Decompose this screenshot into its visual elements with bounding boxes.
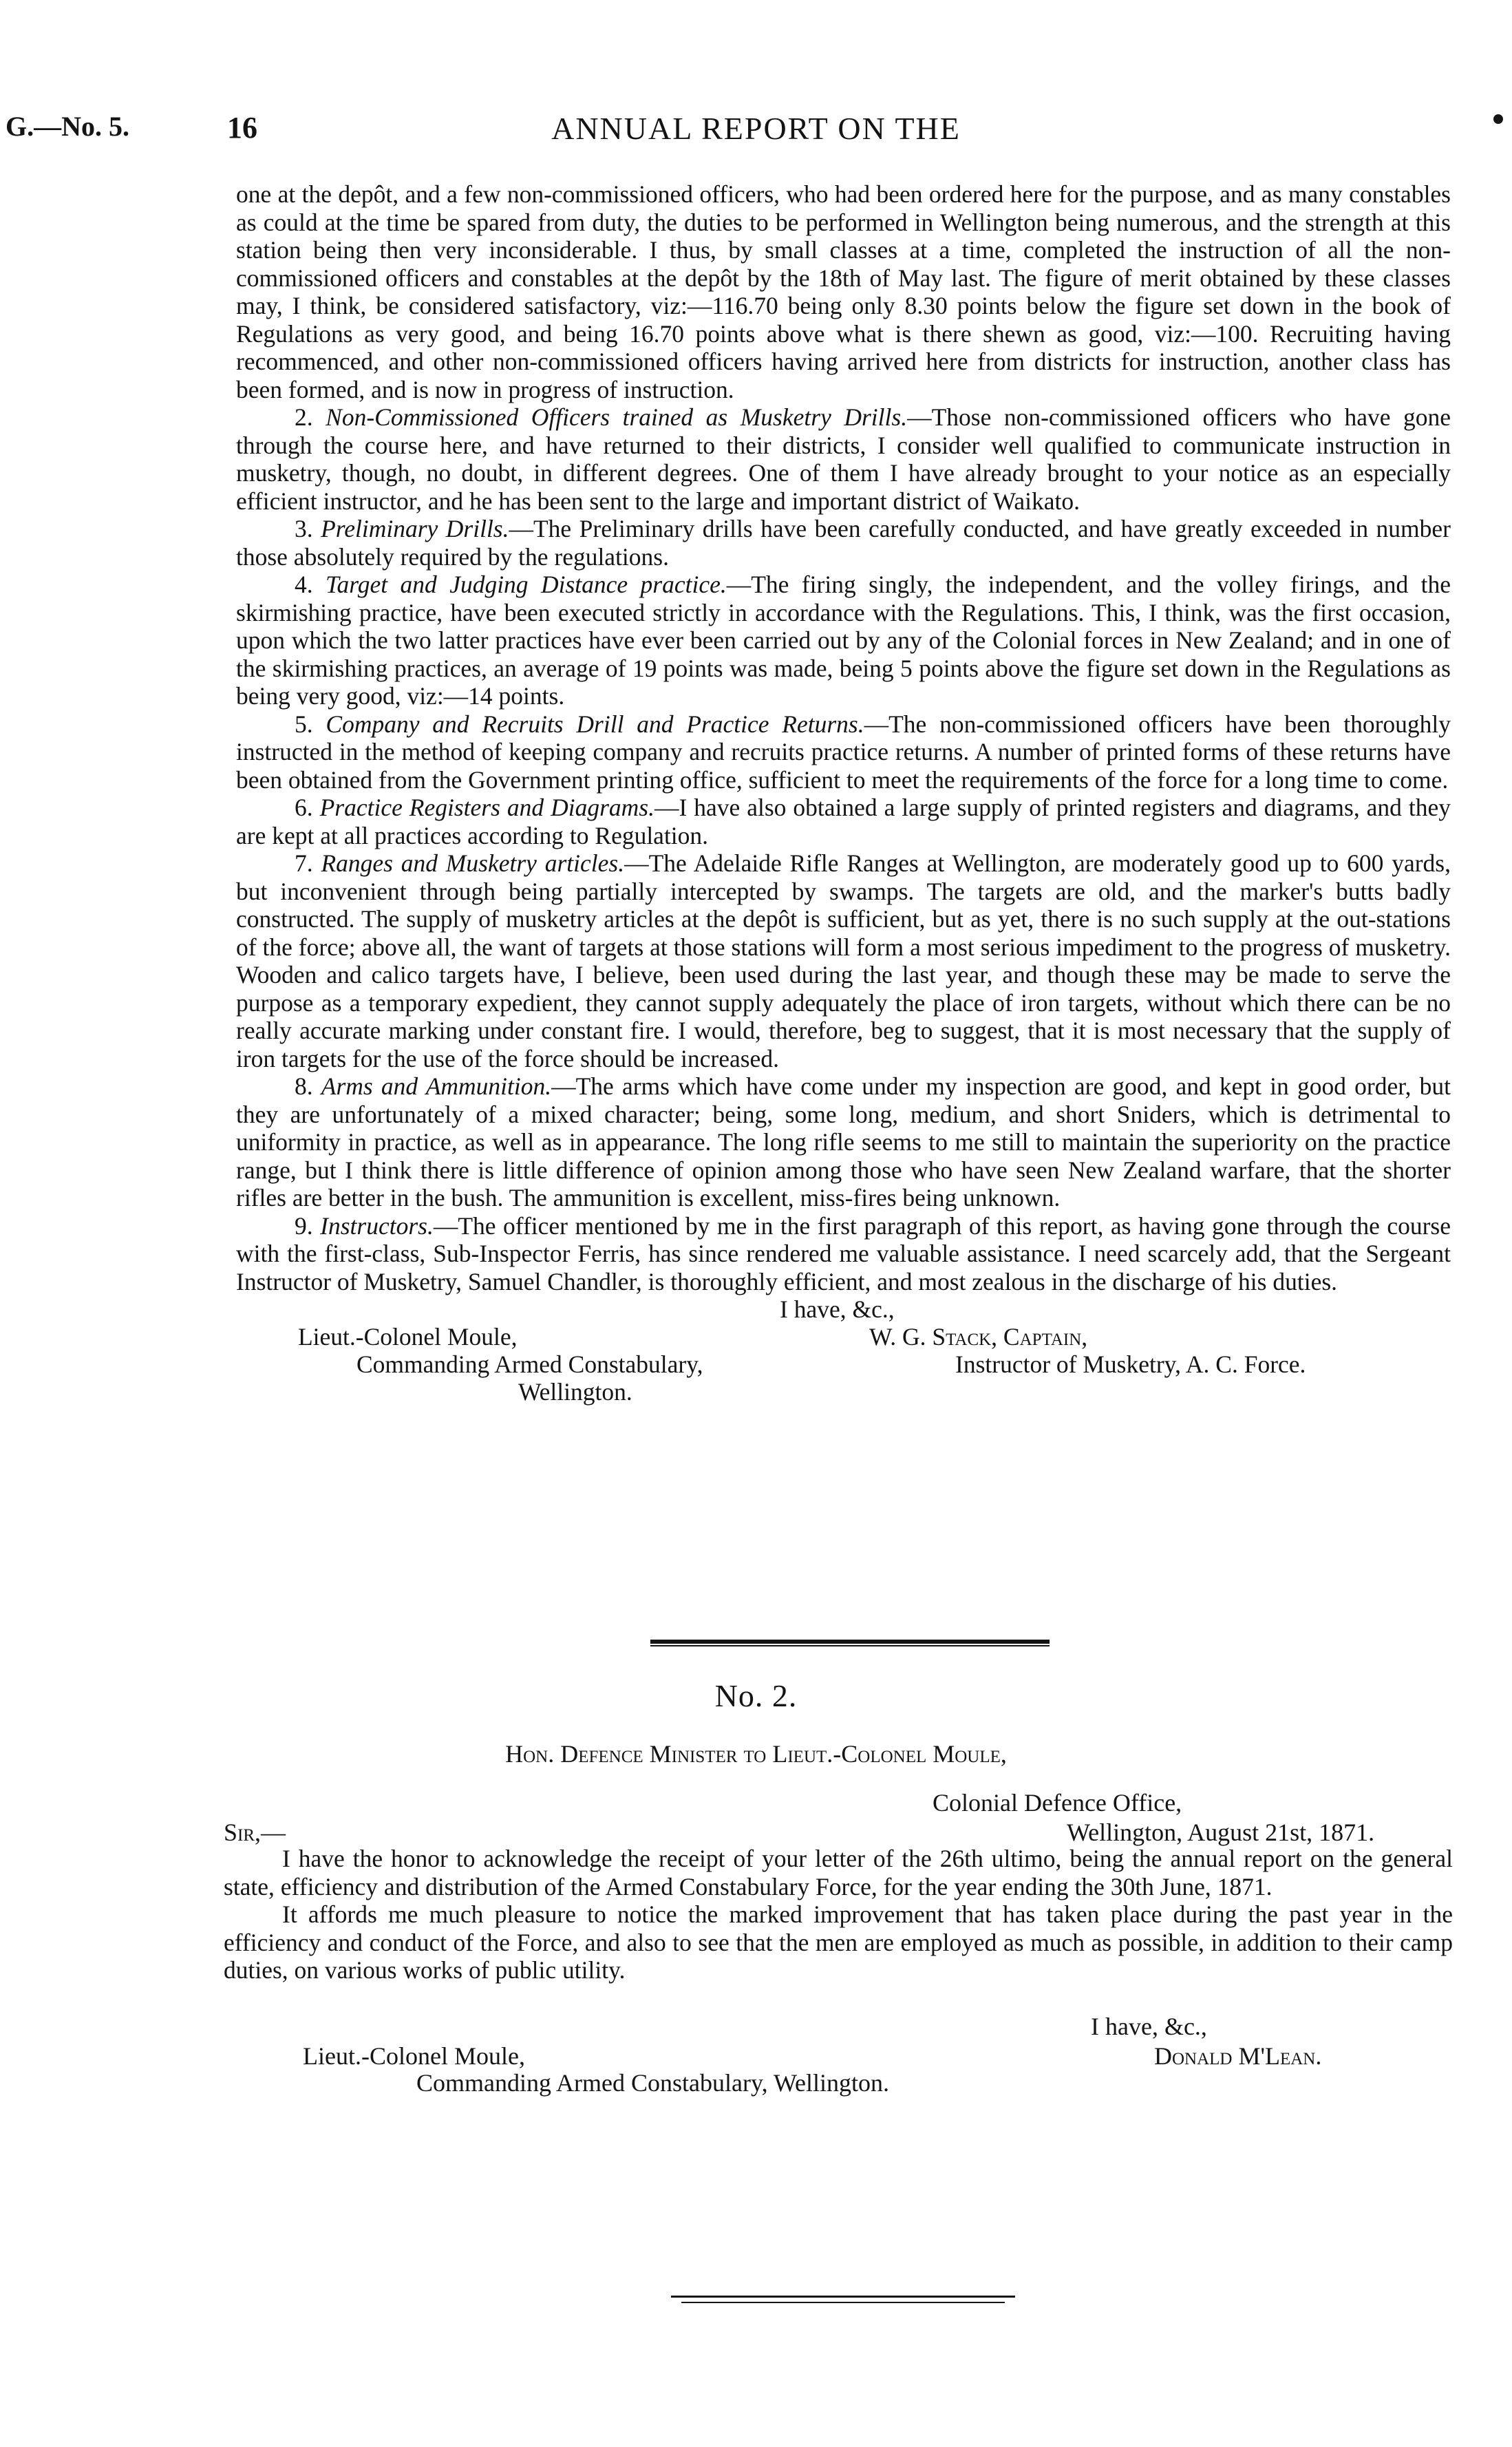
letter-office: Colonial Defence Office, [933, 1789, 1182, 1816]
end-rule-hairline [681, 2302, 1005, 2303]
addressee-line-1: Lieut.-Colonel Moule, [298, 1323, 518, 1350]
signer-title: Instructor of Musketry, A. C. Force. [955, 1350, 1306, 1378]
page-header [0, 110, 1512, 151]
closing: I have, &c., [780, 1295, 895, 1323]
document-number-heading: No. 2. [714, 1678, 798, 1713]
report-item-8: 8. Arms and Ammunition.—The arms which have come under my inspection are good, and kept in good order, but they are unfortunately of a mixed character; being, some long, medium, and short Sniders, which is detrimental to uniformity in practice, as well as in appearance. The long rifle seems to me still to maintain the superiority on the practice range, but I think there is little difference of opinion among those who have seen New Zealand warfare, that the shorter rifles are better in the bush. The ammunition is excellent, miss-fires being unknown. [236, 1072, 1451, 1211]
letter-signer: Donald M'Lean. [1154, 2042, 1322, 2070]
report-item-7: 7. Ranges and Musketry articles.—The Adelaide Rifle Ranges at Wellington, are moderately good up to 600 yards, but inconvenient through being partially intercepted by swamps. The targets are old, and the marker's butts badly constructed. The supply of musketry articles at the depôt is sufficient, but as yet, there is no such supply at the out-stations of the force; above all, the want of targets at those stations will form a most serious impediment to the progress of musketry. Wooden and calico targets have, I believe, been used during the last year, and though these may be made to serve the purpose as a temporary expedient, they cannot supply adequately the place of iron targets, without which there can be no really accurate marking under constant fire. I would, therefore, beg to suggest, that it is most necessary that the supply of iron targets for the use of the force should be increased. [236, 849, 1451, 1072]
report-item-6: 6. Practice Registers and Diagrams.—I have also obtained a large supply of printed registers and diagrams, and they are kept at all practices according to Regulation. [236, 794, 1451, 849]
letter-body [224, 1845, 1453, 1984]
report-item-2: 2. Non-Commissioned Officers trained as Musketry Drills.—Those non-commissioned officers who have gone through the course here, and have returned to their districts, I consider well qualified to communicate instruction in musketry, though, no doubt, in different degrees. One of them I have already brought to your notice as an especially efficient instructor, and he has been sent to the large and important district of Waikato. [236, 403, 1451, 515]
item-heading: Practice Registers and Diagrams. [319, 794, 654, 821]
report-item-5: 5. Company and Recruits Drill and Practice Returns.—The non-commissioned officers have been thoroughly instructed in the method of keeping company and recruits practice returns. A number of printed forms of these returns have been obtained from the Government printing office, sufficient to meet the requirements of the force for a long time to come. [236, 710, 1451, 794]
letter-date: Wellington, August 21st, 1871. [1067, 1819, 1375, 1846]
section-divider-hairline [650, 1645, 1050, 1646]
item-heading: Instructors. [320, 1211, 434, 1240]
report-item-9: 9. Instructors.—The officer mentioned by me in the first paragraph of this report, as having gone through the course with the first-class, Sub-Inspector Ferris, has since rendered me valuable assistance. I need scarcely add, that the Sergeant Instructor of Musketry, Samuel Chandler, is thoroughly efficient, and most zealous in the discharge of his duties. [236, 1211, 1451, 1295]
letter-addressee-line-1: Lieut.-Colonel Moule, [303, 2042, 525, 2070]
page-number: 16 [227, 111, 257, 145]
item-heading: Ranges and Musketry articles. [321, 849, 625, 877]
salutation: Sir,— [224, 1819, 286, 1846]
addressee-line-2: Commanding Armed Constabulary, [356, 1350, 703, 1378]
letter-closing: I have, &c., [1091, 2013, 1207, 2040]
document-reference: G.—No. 5. [6, 111, 129, 142]
report-paragraph-1: one at the depôt, and a few non-commissioned officers, who had been ordered here for the purpose, and as many constables as could at the time be spared from duty, the duties to be performed in Wellington being numerous, and the strength at this station being then very inconsiderable. I thus, by small classes at a time, completed the instruction of all the non-commissioned officers and constables at the depôt by the 18th of May last. The figure of merit obtained by these classes may, I think, be considered satisfactory, viz:—116.70 being only 8.30 points below the figure set down in the book of Regulations as very good, and being 16.70 points above what is there shewn as good, viz:—100. Recruiting having recommenced, and other non-commissioned officers having arrived here from districts for instruction, another class has been formed, and is now in progress of instruction. [236, 180, 1451, 403]
addressee-line-3: Wellington. [518, 1378, 632, 1406]
report-item-3: 3. Preliminary Drills.—The Preliminary drills have been carefully conducted, and have greatly exceeded in number those absolutely required by the regulations. [236, 515, 1451, 571]
item-heading: Target and Judging Distance practice. [326, 571, 727, 598]
end-rule [671, 2296, 1015, 2298]
report-body [236, 180, 1451, 1406]
letter-route: Hon. Defence Minister to Lieut.-Colonel Moule, [505, 1740, 1007, 1768]
section-divider [650, 1640, 1050, 1644]
running-title: ANNUAL REPORT ON THE [551, 111, 961, 146]
report-signature-block [236, 1295, 1451, 1406]
letter-addressee-line-2: Commanding Armed Constabulary, Wellington. [416, 2069, 890, 2097]
item-heading: Non-Commissioned Officers trained as Musketry Drills. [326, 403, 908, 431]
report-item-4: 4. Target and Judging Distance practice.—The firing singly, the independent, and the volley firings, and the skirmishing practice, have been executed strictly in accordance with the Regulations. This, I think, was the first occasion, upon which the two latter practices have ever been carried out by any of the Colonial forces in New Zealand; and in one of the skirmishing practices, an average of 19 points was made, being 5 points above the figure set down in the Regulations as being very good, viz:—14 points. [236, 571, 1451, 710]
item-heading: Preliminary Drills. [321, 515, 509, 542]
signer-name: W. G. Stack, Captain, [869, 1323, 1088, 1350]
letter-paragraph-1: I have the honor to acknowledge the receipt of your letter of the 26th ultimo, being the annual report on the general state, efficiency and distribution of the Armed Constabulary Force, for the year ending the 30th June, 1871. [224, 1845, 1453, 1900]
letter-paragraph-2: It affords me much pleasure to notice the marked improvement that has taken place during the past year in the efficiency and conduct of the Force, and also to see that the men are employed as much as possible, in addition to their camp duties, on various works of public utility. [224, 1900, 1453, 1984]
ink-dot-mark [1493, 114, 1503, 124]
item-heading: Arms and Ammunition. [321, 1072, 552, 1100]
item-heading: Company and Recruits Drill and Practice Returns. [326, 710, 864, 738]
